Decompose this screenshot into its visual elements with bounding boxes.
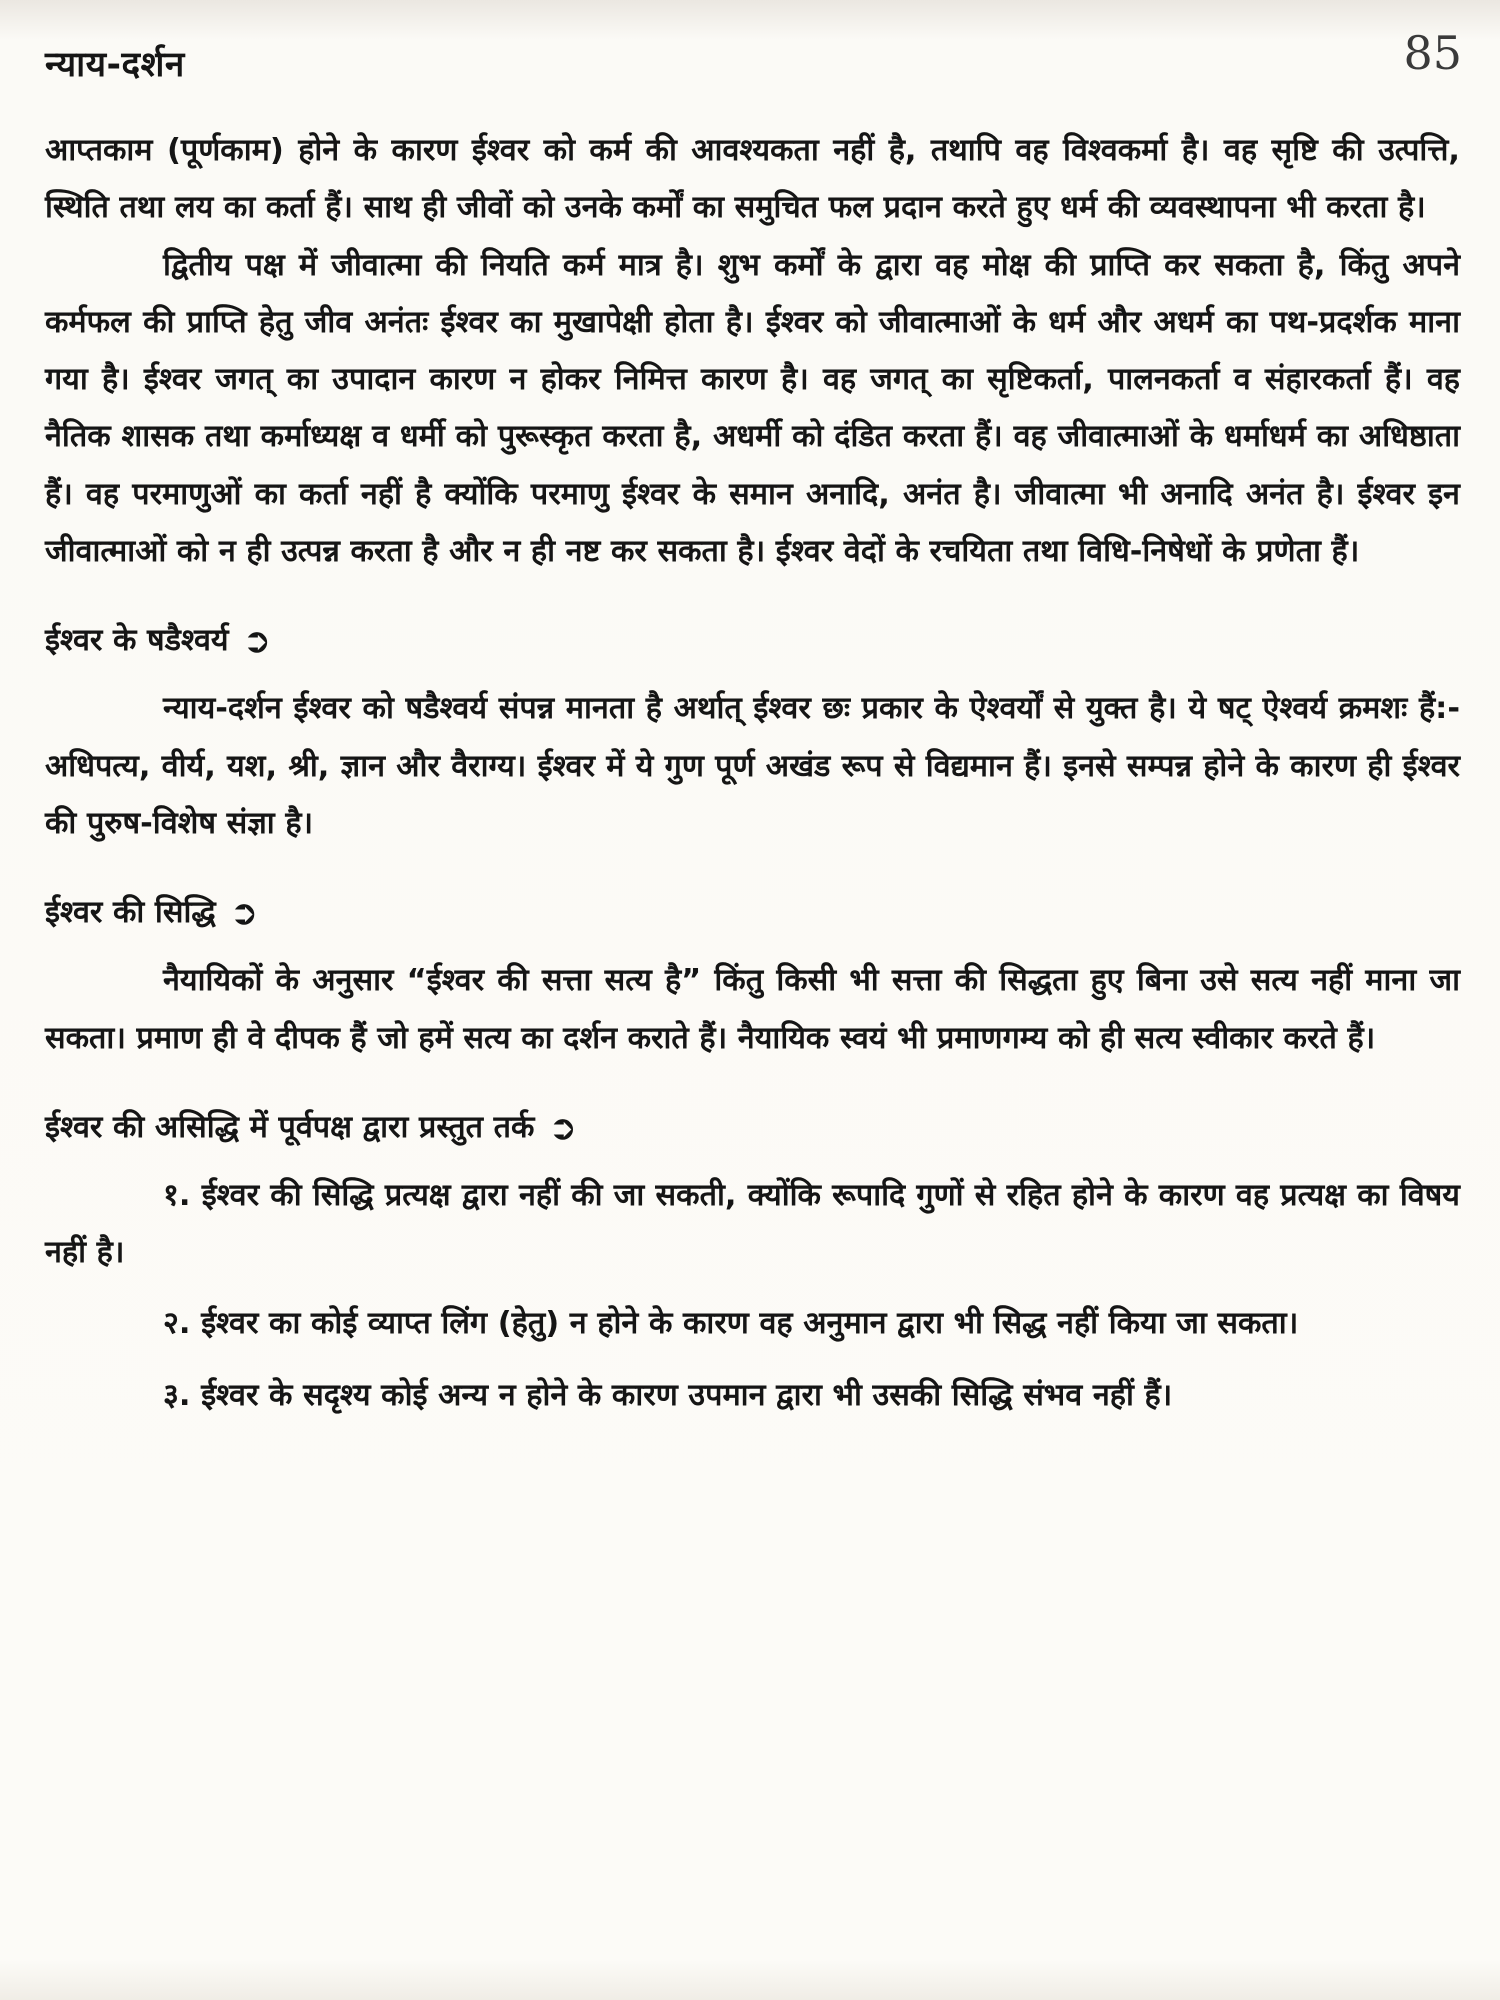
spacer	[45, 1281, 1460, 1295]
paragraph-1: आप्तकाम (पूर्णकाम) होने के कारण ईश्वर को कर्म की आवश्यकता नहीं है, तथापि वह विश्वकर्मा है। वह सृष्टि की उत्पत्ति, स्थिति तथा लय का कर्ता हैं। साथ ही जीवों को उनके कर्मों का समुचित फल प्रदान करते हुए धर्म की व्यवस्थापना भी करता है।	[45, 133, 1460, 226]
arrow-right-icon: ➲	[229, 893, 259, 934]
list-item: १. ईश्वर की सिद्धि प्रत्यक्ष द्वारा नहीं की जा सकती, क्योंकि रूपादि गुणों से रहित होने के कारण वह प्रत्यक्ष का विषय नहीं है।	[45, 1177, 1460, 1271]
section-heading-asiddhi-tark	[45, 1103, 1460, 1153]
section-heading-ishwar-siddhi	[45, 888, 1460, 938]
section-heading-text: ईश्वर के षडैश्वर्य	[45, 623, 229, 659]
section-1-paragraph: न्याय-दर्शन ईश्वर को षडैश्वर्य संपन्न मानता है अर्थात् ईश्वर छः प्रकार के ऐश्वर्यों से युक्त है। ये षट् ऐश्वर्य क्रमशः हैं:- अधिपत्य, वीर्य, यश, श्री, ज्ञान और वैराग्य। ईश्वर में ये गुण पूर्ण अखंड रूप से विद्यमान हैं। इनसे सम्पन्न होने के कारण ही ईश्वर की पुरुष-विशेष संज्ञा है।	[45, 691, 1460, 841]
list-item: ३. ईश्वर के सदृश्य कोई अन्य न होने के कारण उपमान द्वारा भी उसकी सिद्धि संभव नहीं हैं।	[163, 1377, 1173, 1413]
running-title: न्याय-दर्शन	[45, 45, 185, 85]
section-heading-text: ईश्वर की सिद्धि	[45, 895, 216, 931]
spacer	[45, 1353, 1460, 1367]
page-body	[45, 122, 1460, 1424]
section-heading-text: ईश्वर की असिद्धि में पूर्वपक्ष द्वारा प्रस्तुत तर्क	[45, 1109, 535, 1145]
list-item: २. ईश्वर का कोई व्याप्त लिंग (हेतु) न होने के कारण वह अनुमान द्वारा भी सिद्ध नहीं किया जा सकता।	[163, 1306, 1299, 1342]
section-2-paragraph: नैयायिकों के अनुसार “ईश्वर की सत्ता सत्य है” किंतु किसी भी सत्ता की सिद्धता हुए बिना उसे सत्य नहीं माना जा सकता। प्रमाण ही वे दीपक हैं जो हमें सत्य का दर्शन कराते हैं। नैयायिक स्वयं भी प्रमाणगम्य को ही सत्य स्वीकार करते हैं।	[45, 963, 1460, 1056]
section-heading-shadaishwarya	[45, 616, 1460, 666]
arrow-right-icon: ➲	[242, 621, 272, 662]
paragraph-2: द्वितीय पक्ष में जीवात्मा की नियति कर्म मात्र है। शुभ कर्मों के द्वारा वह मोक्ष की प्राप्ति कर सकता है, किंतु अपने कर्मफल की प्राप्ति हेतु जीव अनंतः ईश्वर का मुखापेक्षी होता है। ईश्वर को जीवात्माओं के धर्म और अधर्म का पथ-प्रदर्शक माना गया है। ईश्वर जगत् का उपादान कारण न होकर निमित्त कारण है। वह जगत् का सृष्टिकर्ता, पालनकर्ता व संहारकर्ता हैं। वह नैतिक शासक तथा कर्माध्यक्ष व धर्मी को पुरूस्कृत करता है, अधर्मी को दंडित करता हैं। वह जीवात्माओं के धर्माधर्म का अधिष्ठाता हैं। वह परमाणुओं का कर्ता नहीं है क्योंकि परमाणु ईश्वर के समान अनादि, अनंत है। जीवात्मा भी अनादि अनंत है। ईश्वर इन जीवात्माओं को न ही उत्पन्न करता है और न ही नष्ट कर सकता है। ईश्वर वेदों के रचयिता तथा विधि-निषेधों के प्रणेता हैं।	[45, 247, 1460, 570]
page-number: 85	[1403, 26, 1462, 80]
arrow-right-icon: ➲	[548, 1107, 577, 1148]
